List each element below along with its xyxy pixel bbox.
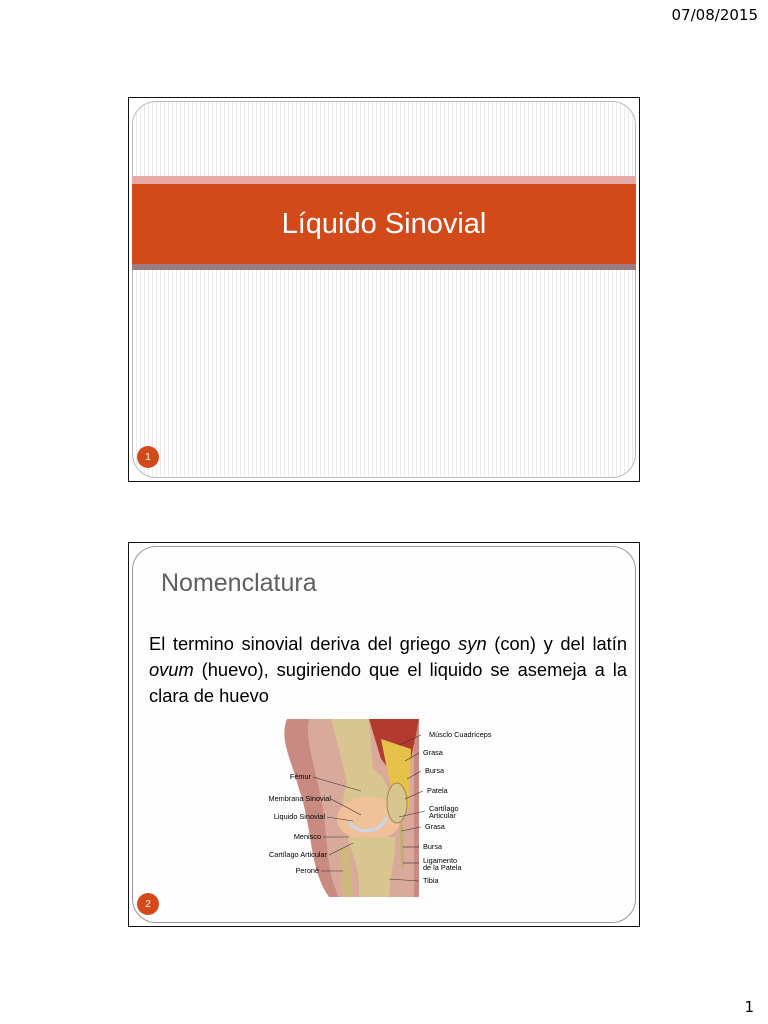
label-ligament-1: Ligamento xyxy=(423,856,458,865)
label-femur: Fémur xyxy=(289,772,311,781)
label-cartilage-1: Cartílago xyxy=(429,804,459,813)
label-cartilage-2: Articular xyxy=(429,811,456,820)
label-articular-cartilage: Cartílago Articular xyxy=(269,850,327,859)
title-band-main xyxy=(132,184,636,264)
title-band-bottom-stripe xyxy=(132,264,636,270)
label-bursa-2: Bursa xyxy=(423,842,443,851)
patellar-ligament-shape xyxy=(401,823,403,869)
label-bursa-1: Bursa xyxy=(425,766,445,775)
label-patella: Patela xyxy=(427,786,448,795)
document-date: 07/08/2015 xyxy=(671,6,758,24)
body-text-part-2: (con) y del latín xyxy=(486,633,627,654)
title-band xyxy=(132,176,636,270)
body-text-syn: syn xyxy=(458,633,487,654)
slide-2-number-badge: 2 xyxy=(137,893,159,915)
page-number: 1 xyxy=(744,998,754,1016)
body-text-ovum: ovum xyxy=(149,659,194,680)
body-text-part-3: (huevo), sugiriendo que el liquido se asemeja a la clara de huevo xyxy=(149,659,627,706)
slide-1-number-badge: 1 xyxy=(137,446,159,468)
slide-2-body xyxy=(149,631,627,709)
label-fat-1: Grasa xyxy=(423,748,443,757)
knee-joint-illustration xyxy=(268,719,492,897)
slide-2-heading: Nomenclatura xyxy=(161,569,317,597)
label-fat-2: Grasa xyxy=(425,822,445,831)
slide-1-background xyxy=(132,101,636,478)
label-meniscus: Menisco xyxy=(293,832,321,841)
slide-1 xyxy=(128,97,640,482)
slide-1-title: Líquido Sinovial xyxy=(281,207,487,240)
label-ligament-2: de la Patela xyxy=(423,863,462,872)
body-text-part-1: El termino sinovial deriva del griego xyxy=(149,633,459,654)
patella-bone-shape xyxy=(387,783,407,823)
title-band-top-stripe xyxy=(132,176,636,184)
label-tibia: Tibia xyxy=(423,876,439,885)
slide-2 xyxy=(128,542,640,927)
label-quadriceps: Músclo Cuadríceps xyxy=(429,730,492,739)
label-fibula: Peroné xyxy=(295,866,319,875)
label-synovial-fluid: Liquido Sinovial xyxy=(273,812,325,821)
label-synovial-membrane: Membrana Sinovial xyxy=(268,794,331,803)
